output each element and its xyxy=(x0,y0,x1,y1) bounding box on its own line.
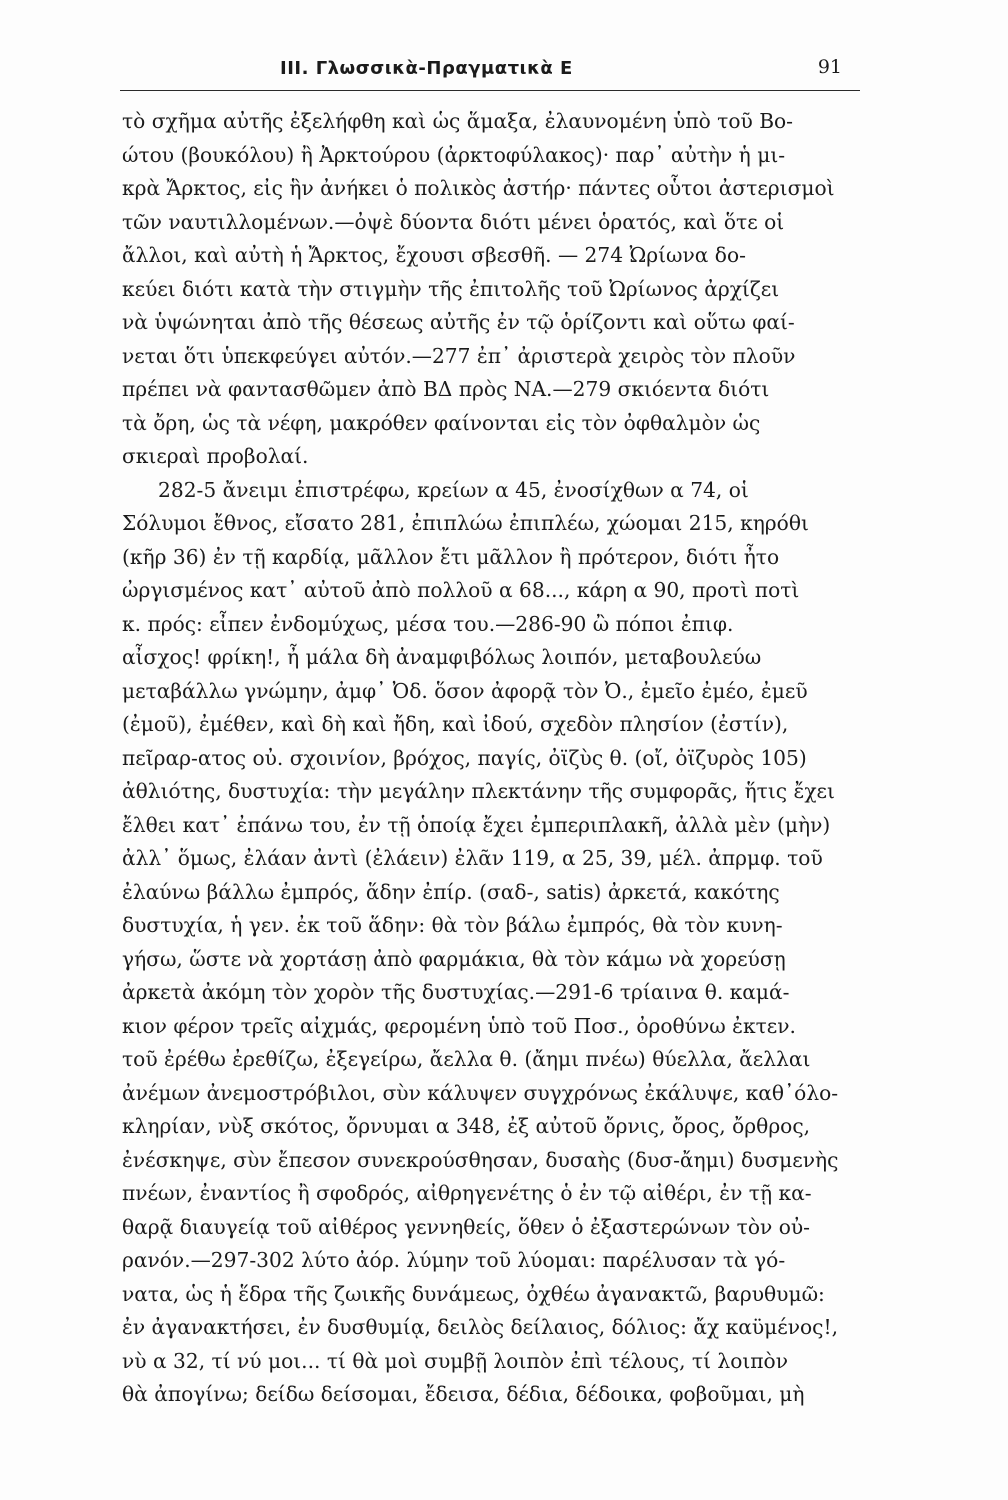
text-line: ἐλαύνω βάλλω ἐμπρός, ἅδην ἐπίρ. (σαδ-, satis) ἀρκετά, κακότης xyxy=(122,879,780,904)
text-line: κ. πρός: εἶπεν ἐνδομύχως, μέσα του.—286-90 ὢ πόποι ἐπιφ. xyxy=(122,611,734,636)
text-line: νὺ α 32, τί νύ μοι... τί θὰ μοὶ συμβῇ λοιπὸν ἐπὶ τέλους, τί λοιπὸν xyxy=(122,1348,788,1373)
text-line: θὰ ἀπογίνω; δείδω δείσομαι, ἔδεισα, δέδια, δέδοικα, φοβοῦμαι, μὴ xyxy=(122,1382,805,1406)
text-line: ἄλλοι, καὶ αὐτὴ ἡ Ἄρκτος, ἔχουσι σβεσθῆ. — 274 Ὠρίωνα δο- xyxy=(122,243,746,267)
text-line: πεῖραρ-ατος οὐ. σχοινίον, βρόχος, παγίς, ὀϊζὺς θ. (οἴ, ὀϊζυρὸς 105) xyxy=(122,745,807,770)
text-line: τὸ σχῆμα αὐτῆς ἐξελήφθη καὶ ὡς ἅμαξα, ἐλαυνομένη ὑπὸ τοῦ Βο- xyxy=(122,109,793,133)
commentary-text xyxy=(122,105,867,1412)
text-line: ἀλλ᾽ ὅμως, ἐλάαν ἀντὶ (ἐλάειν) ἐλᾶν 119, α 25, 39, μέλ. ἀπρμφ. τοῦ xyxy=(122,846,823,870)
text-line: ἐν ἀγανακτήσει, ἐν δυσθυμίᾳ, δειλὸς δείλαιος, δόλιος: ἄχ καϋμένος!, xyxy=(122,1315,838,1339)
running-header xyxy=(120,50,860,91)
text-line: τὰ ὄρη, ὡς τὰ νέφη, μακρόθεν φαίνονται εἰς τὸν ὀφθαλμὸν ὡς xyxy=(122,410,761,435)
text-line: νεται ὅτι ὑπεκφεύγει αὐτόν.—277 ἐπ᾽ ἀριστερὰ χειρὸς τὸν πλοῦν xyxy=(122,343,796,368)
text-line: ἔλθει κατ᾽ ἐπάνω του, ἐν τῇ ὁποίᾳ ἔχει ἐμπεριπλακῆ, ἀλλὰ μὲν (μὴν) xyxy=(122,812,831,837)
text-line: ὠργισμένος κατ᾽ αὐτοῦ ἀπὸ πολλοῦ α 68..., κάρη α 90, προτὶ ποτὶ xyxy=(122,578,800,602)
text-line: (ἐμοῦ), ἐμέθεν, καὶ δὴ καὶ ἤδη, καὶ ἰδού, σχεδὸν πλησίον (ἐστίν), xyxy=(122,712,789,736)
text-line: τοῦ ἐρέθω ἐρεθίζω, ἐξεγείρω, ἄελλα θ. (ἄημι πνέω) θύελλα, ἄελλαι xyxy=(122,1047,811,1071)
text-line: ἐνέσκηψε, σὺν ἔπεσον συνεκρούσθησαν, δυσαὴς (δυσ-ἄημι) δυσμενὴς xyxy=(122,1147,839,1172)
text-line: 282-5 ἄνειμι ἐπιστρέφω, κρείων α 45, ἐνοσίχθων α 74, οἱ xyxy=(158,477,749,502)
text-line: αἶσχος! φρίκη!, ἦ μάλα δὴ ἀναμφιβόλως λοιπόν, μεταβουλεύω xyxy=(122,645,762,669)
text-line: (κῆρ 36) ἐν τῇ καρδίᾳ, μᾶλλον ἔτι μᾶλλον ἢ πρότερον, διότι ἦτο xyxy=(122,544,780,569)
text-line: κεύει διότι κατὰ τὴν στιγμὴν τῆς ἐπιτολῆς τοῦ Ὠρίωνος ἀρχίζει xyxy=(122,276,780,301)
text-line: δυστυχία, ἡ γεν. ἐκ τοῦ ἅδην: θὰ τὸν βάλω ἐμπρός, θὰ τὸν κυνη- xyxy=(122,913,783,937)
text-line: Σόλυμοι ἔθνος, εἴσατο 281, ἐπιπλώω ἐπιπλέω, χώομαι 215, κηρόθι xyxy=(122,511,809,535)
page-number: 91 xyxy=(817,56,842,78)
text-line: πρέπει νὰ φαντασθῶμεν ἀπὸ ΒΔ πρὸς ΝΑ.—279 σκιόεντα διότι xyxy=(122,377,770,401)
text-line: γήσω, ὥστε νὰ χορτάσῃ ἀπὸ φαρμάκια, θὰ τὸν κάμω νὰ χορεύσῃ xyxy=(122,946,786,971)
text-line: ἀρκετὰ ἀκόμη τὸν χορὸν τῆς δυστυχίας.—291-6 τρίαινα θ. καμά- xyxy=(122,980,790,1004)
text-line: κιον φέρον τρεῖς αἰχμάς, φερομένη ὑπὸ τοῦ Ποσ., ὀροθύνω ἐκτεν. xyxy=(122,1013,796,1038)
text-line: κληρίαν, νὺξ σκότος, ὄρνυμαι α 348, ἐξ αὐτοῦ ὄρνις, ὄρος, ὄρθρος, xyxy=(122,1114,811,1138)
text-line: κρὰ Ἄρκτος, εἰς ἣν ἀνήκει ὁ πολικὸς ἀστήρ· πάντες οὗτοι ἀστερισμοὶ xyxy=(122,176,835,200)
text-line: θαρᾷ διαυγείᾳ τοῦ αἰθέρος γεννηθείς, ὅθεν ὁ ἐξαστερώνων τὸν οὐ- xyxy=(122,1214,810,1239)
text-line: σκιεραὶ προβολαί. xyxy=(122,444,309,468)
text-line: πνέων, ἐναντίος ἢ σφοδρός, αἰθρηγενέτης ὁ ἐν τῷ αἰθέρι, ἐν τῇ κα- xyxy=(122,1181,812,1205)
text-line: νὰ ὑψώνηται ἀπὸ τῆς θέσεως αὐτῆς ἐν τῷ ὁρίζοντι καὶ οὕτω φαί- xyxy=(122,310,795,334)
text-line: ρανόν.—297-302 λύτο ἀόρ. λύμην τοῦ λύομαι: παρέλυσαν τὰ γό- xyxy=(122,1248,786,1272)
text-line: νατα, ὡς ἡ ἕδρα τῆς ζωικῆς δυνάμεως, ὀχθέω ἀγανακτῶ, βαρυθυμῶ: xyxy=(122,1281,825,1306)
text-line: ώτου (βουκόλου) ἢ Ἀρκτούρου (ἀρκτοφύλακος)· παρ᾽ αὐτὴν ἡ μι- xyxy=(122,142,786,167)
text-line: ἀθλιότης, δυστυχία: τὴν μεγάλην πλεκτάνην τῆς συμφορᾶς, ἥτις ἔχει xyxy=(122,779,835,803)
running-title: III. Γλωσσικὰ-Πραγματικὰ Ε xyxy=(280,58,573,79)
text-line: τῶν ναυτιλλομένων.—ὀψὲ δύοντα διότι μένει ὁρατός, καὶ ὅτε οἱ xyxy=(122,209,785,234)
text-line: μεταβάλλω γνώμην, ἀμφ᾽ Ὀδ. ὅσον ἀφορᾷ τὸν Ὀ., ἐμεῖο ἐμέο, ἐμεῦ xyxy=(122,678,808,703)
text-line: ἀνέμων ἀνεμοστρόβιλοι, σὺν κάλυψεν συγχρόνως ἐκάλυψε, καθ᾽όλο- xyxy=(122,1080,839,1105)
